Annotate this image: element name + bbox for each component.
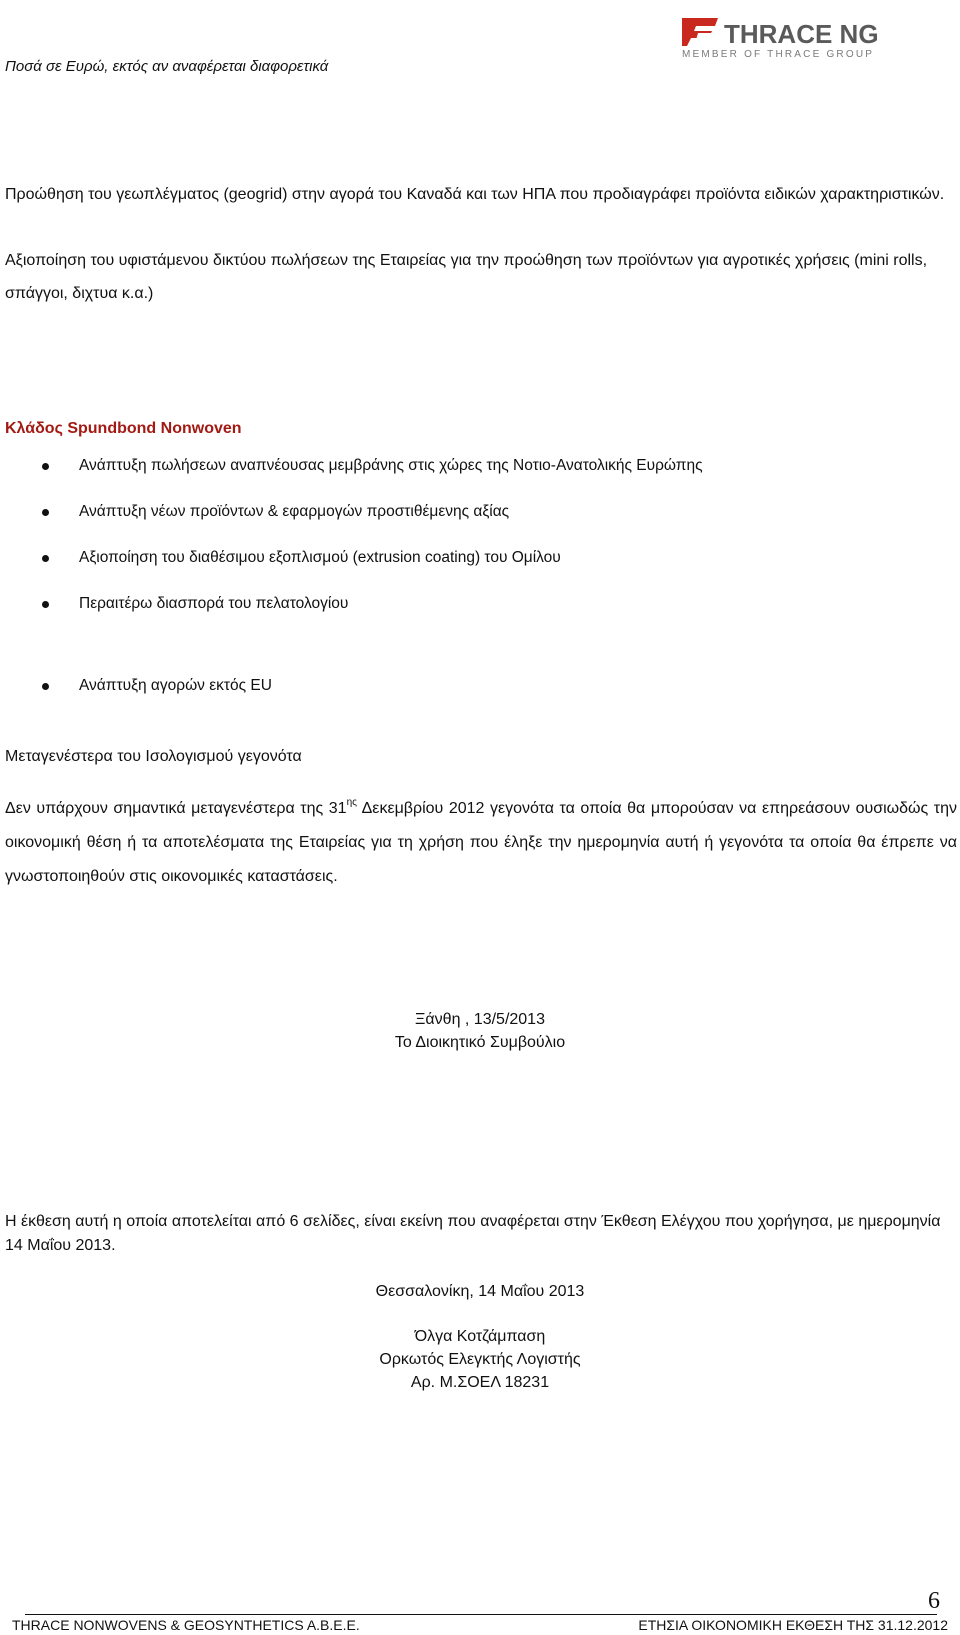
footer-report-title: ΕΤΗΣΙΑ ΟΙΚΟΝΟΜΙΚΗ ΕΚΘΕΣΗ ΤΗΣ 31.12.2012	[638, 1617, 948, 1633]
page-number: 6	[928, 1588, 940, 1614]
footer-divider	[25, 1614, 937, 1615]
bullet-icon	[42, 463, 49, 470]
bullet-item	[40, 549, 561, 567]
auditor-registration: Αρ. Μ.ΣΟΕΛ 18231	[410, 1374, 550, 1391]
subsequent-events-title: Μεταγενέστερα του Ισολογισμού γεγονότα	[5, 748, 302, 765]
bullet-icon	[42, 509, 49, 516]
bullet-text: Ανάπτυξη πωλήσεων αναπνέουσας μεμβράνης στις χώρες της Νοτιο-Ανατολικής Ευρώπης	[79, 457, 703, 474]
header-note: Ποσά σε Ευρώ, εκτός αν αναφέρεται διαφορετικά	[5, 58, 329, 75]
auditor-signature	[0, 1325, 960, 1394]
footer-company: THRACE NONWOVENS & GEOSYNTHETICS A.B.E.E.	[12, 1617, 360, 1633]
intro-paragraph-2: Αξιοποίηση του υφιστάμενου δικτύου πωλήσεων της Εταιρείας για την προώθηση των προϊόντων για αγροτικές χρήσεις (mini rolls, σπάγγοι, διχτυα κ.α.)	[5, 252, 928, 302]
intro-paragraph-1: Προώθηση του γεωπλέγματος (geogrid) στην αγορά του Καναδά και των ΗΠΑ που προδιαγράφει προϊόντα ειδικών χαρακτηριστικών.	[5, 186, 945, 203]
auditor-role: Ορκωτός Ελεγκτής Λογιστής	[379, 1351, 581, 1368]
bullet-icon	[42, 683, 49, 690]
logo-mark-icon	[682, 18, 720, 46]
board-signatory: Το Διοικητικό Συμβούλιο	[394, 1034, 566, 1051]
bullet-item	[40, 503, 509, 521]
logo-tagline: MEMBER OF THRACE GROUP	[682, 49, 875, 60]
bullet-text: Ανάπτυξη αγορών εκτός EU	[79, 677, 272, 694]
bullet-item	[40, 595, 348, 613]
auditor-place-date: Θεσσαλονίκη, 14 Μαΐου 2013	[375, 1283, 585, 1300]
bullet-text: Περαιτέρω διασπορά του πελατολογίου	[79, 595, 349, 612]
section-title-spunbond: Κλάδος Spundbond Nonwoven	[5, 420, 242, 437]
logo-brand: THRACE NG	[724, 19, 879, 49]
bullet-item	[40, 677, 272, 695]
bullet-icon	[42, 555, 49, 562]
subsequent-events-text: Δεν υπάρχουν σημαντικά μεταγενέστερα της $31^{\eta\varsigma}$ Δεκεμβρίου 2012 γεγονότα τα οποία θα μπορούσαν να επηρεάσουν ουσιωδώς την οικονομική θέση ή τα αποτελέσματα της Εταιρείας για τη χρήση που έληξε την ημερομηνία αυτή ή γεγονότα τα οποία θα έπρεπε να γνωστοποιηθούν στις οικονομικές καταστάσεις.	[5, 797, 958, 885]
auditor-name: Όλγα Κοτζάμπαση	[414, 1328, 546, 1345]
bullet-icon	[42, 601, 49, 608]
bullet-item	[40, 457, 703, 475]
company-logo	[682, 16, 882, 60]
bullet-text: Αξιοποίηση του διαθέσιμου εξοπλισμού (extrusion coating) του Ομίλου	[79, 549, 561, 566]
bullet-text: Ανάπτυξη νέων προϊόντων & εφαρμογών προστιθέμενης αξίας	[79, 503, 510, 520]
board-signature	[0, 1008, 960, 1054]
auditor-note: Η έκθεση αυτή η οποία αποτελείται από 6 σελίδες, είναι εκείνη που αναφέρεται στην Έκθεση Ελέγχου που χορήγησα, με ημερομηνία 14 Μαΐου 2013.	[5, 1213, 941, 1254]
board-place-date: Ξάνθη , 13/5/2013	[415, 1011, 545, 1028]
